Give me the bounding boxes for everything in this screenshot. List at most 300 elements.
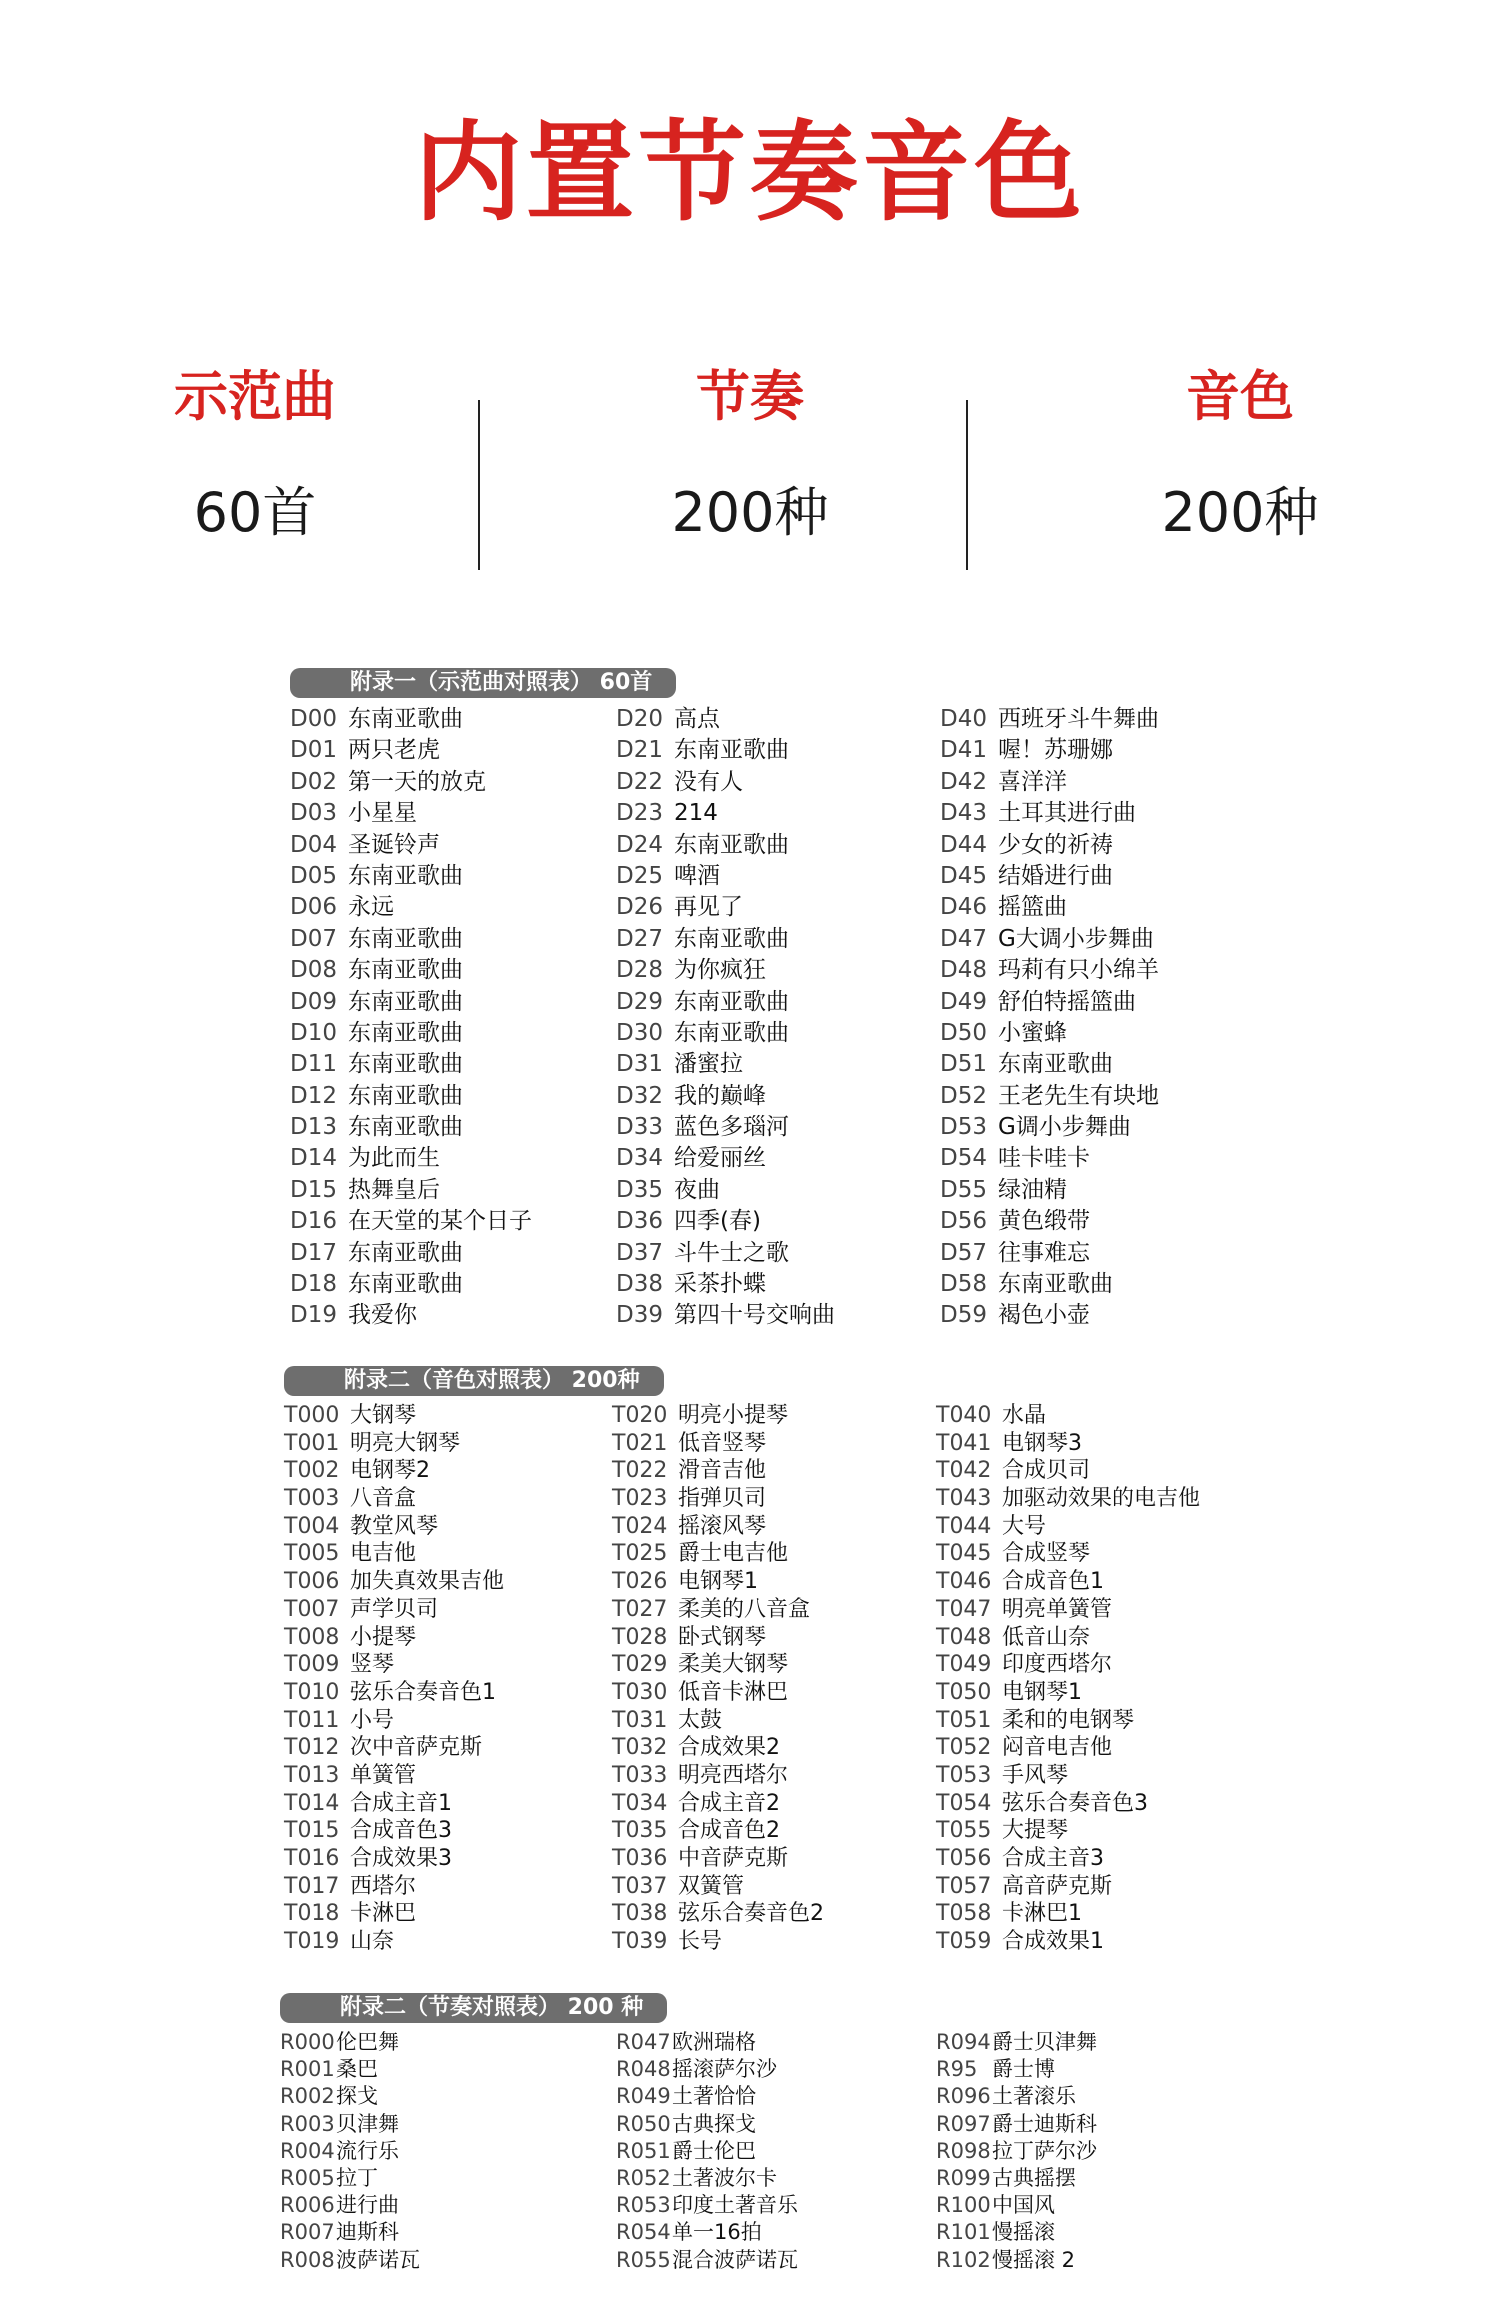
item-name: 加驱动效果的电吉他 [1002, 1486, 1201, 1512]
item-code: R054 [616, 2220, 671, 2245]
list-item [616, 2219, 798, 2246]
item-code: T004 [284, 1513, 340, 1539]
item-code: D51 [940, 1051, 987, 1078]
item-name: 低音卡淋巴 [678, 1679, 789, 1705]
item-code: D28 [616, 957, 663, 984]
item-name: 四季(春) [674, 1208, 761, 1235]
item-name: 第一天的放克 [348, 768, 486, 795]
list-item [284, 1900, 504, 1928]
item-name: 慢摇滚 [992, 2220, 1055, 2245]
item-name: 东南亚歌曲 [674, 737, 789, 764]
item-name: 教堂风琴 [350, 1513, 439, 1539]
item-code: T059 [936, 1929, 992, 1955]
item-code: T043 [936, 1486, 992, 1512]
list-item [612, 1790, 824, 1818]
list-item [290, 955, 532, 986]
list-item [612, 1513, 824, 1541]
list-item [936, 1790, 1200, 1818]
list-item [936, 1873, 1200, 1901]
item-name: 合成主音2 [678, 1790, 780, 1816]
item-code: R050 [616, 2111, 671, 2136]
item-code: D10 [290, 1019, 337, 1046]
list-item [284, 1734, 504, 1762]
item-code: R005 [280, 2165, 335, 2190]
item-code: T014 [284, 1790, 340, 1816]
item-code: T010 [284, 1679, 340, 1705]
item-name: 爵士伦巴 [672, 2138, 756, 2163]
item-code: R094 [936, 2030, 991, 2054]
list-item [936, 2029, 1097, 2056]
item-code: D11 [290, 1051, 337, 1078]
item-code: T047 [936, 1596, 992, 1622]
item-code: R007 [280, 2220, 335, 2245]
item-code: D46 [940, 894, 987, 921]
item-code: D27 [616, 925, 663, 952]
list-item [616, 955, 835, 986]
item-code: D26 [616, 894, 663, 921]
item-name: 给爱丽丝 [674, 1145, 766, 1172]
item-name: 小号 [350, 1707, 395, 1733]
item-name: 古典探戈 [672, 2111, 756, 2136]
item-name: 为你疯狂 [674, 957, 766, 984]
list-item [940, 1049, 1159, 1080]
item-code: D04 [290, 831, 337, 858]
list-item [290, 892, 532, 923]
item-name: 两只老虎 [348, 737, 440, 764]
item-code: T017 [284, 1873, 340, 1899]
item-code: T031 [612, 1707, 668, 1733]
item-name: 东南亚歌曲 [348, 1239, 463, 1266]
item-name: 结婚进行曲 [998, 862, 1113, 889]
list-column [284, 1402, 504, 1956]
list-item [290, 830, 532, 861]
item-name: 在天堂的某个日子 [348, 1208, 532, 1235]
item-name: 喜洋洋 [998, 768, 1067, 795]
item-code: D17 [290, 1239, 337, 1266]
item-code: D58 [940, 1271, 987, 1298]
list-item [940, 1238, 1159, 1269]
list-item [936, 1568, 1200, 1596]
item-name: 加失真效果吉他 [350, 1569, 505, 1595]
list-item [290, 1018, 532, 1049]
list-item [612, 1817, 824, 1845]
list-item [612, 1900, 824, 1928]
item-code: T039 [612, 1929, 668, 1955]
item-code: R000 [280, 2030, 335, 2054]
item-name: 西塔尔 [350, 1873, 417, 1899]
rhythms-table [280, 1993, 1097, 2272]
item-code: D06 [290, 894, 337, 921]
item-name: 褐色小壶 [998, 1302, 1090, 1329]
list-item [290, 1206, 532, 1237]
item-name: 热舞皇后 [348, 1176, 440, 1203]
item-name: 东南亚歌曲 [674, 831, 789, 858]
item-code: T030 [612, 1679, 668, 1705]
item-name: 合成主音3 [1002, 1846, 1104, 1871]
list-item [284, 1485, 504, 1513]
list-item [616, 735, 835, 766]
list-item [284, 1568, 504, 1596]
item-name: 蓝色多瑙河 [674, 1114, 789, 1141]
item-code: T008 [284, 1624, 340, 1650]
item-code: D22 [616, 768, 663, 795]
item-code: T025 [612, 1541, 668, 1567]
item-code: T011 [284, 1707, 340, 1733]
item-name: 指弹贝司 [678, 1486, 767, 1512]
list-item [284, 1513, 504, 1541]
stat-label: 节奏 [696, 365, 804, 428]
item-code: R001 [280, 2057, 335, 2082]
item-name: G调小步舞曲 [998, 1114, 1131, 1141]
item-code: R003 [280, 2111, 335, 2136]
list-item [940, 1018, 1159, 1049]
list-item [936, 1679, 1200, 1707]
item-name: 双簧管 [678, 1873, 745, 1899]
item-name: 拉丁萨尔沙 [992, 2138, 1097, 2163]
list-item [612, 1873, 824, 1901]
list-item [616, 1238, 835, 1269]
item-name: 单簧管 [350, 1762, 417, 1788]
item-name: 东南亚歌曲 [348, 862, 463, 889]
item-name: 波萨诺瓦 [336, 2247, 420, 2272]
list-item [290, 735, 532, 766]
list-item [940, 861, 1159, 892]
item-code: T026 [612, 1569, 668, 1595]
item-name: 电钢琴3 [1002, 1430, 1082, 1456]
list-item [284, 1679, 504, 1707]
item-code: R055 [616, 2247, 671, 2272]
item-name: 我的巅峰 [674, 1082, 766, 1109]
tones-table [284, 1366, 1201, 1955]
item-code: T035 [612, 1818, 668, 1844]
item-name: 明亮单簧管 [1002, 1596, 1113, 1622]
item-name: 合成效果3 [350, 1846, 452, 1871]
item-code: R051 [616, 2138, 671, 2163]
item-name: 明亮小提琴 [678, 1403, 789, 1428]
item-name: 贝津舞 [336, 2111, 399, 2136]
list-item [290, 1143, 532, 1174]
item-code: T040 [936, 1403, 992, 1428]
list-item [936, 1817, 1200, 1845]
item-code: D32 [616, 1082, 663, 1109]
list-column [616, 704, 835, 1332]
item-code: D21 [616, 737, 663, 764]
list-item [940, 1175, 1159, 1206]
item-code: T034 [612, 1790, 668, 1816]
item-name: 舒伯特摇篮曲 [998, 988, 1136, 1015]
item-code: D45 [940, 862, 987, 889]
item-code: T029 [612, 1652, 668, 1678]
list-item [612, 1679, 824, 1707]
list-item [616, 2165, 798, 2192]
list-item [936, 1900, 1200, 1928]
list-item [936, 1762, 1200, 1790]
item-code: D02 [290, 768, 337, 795]
item-name: 圣诞铃声 [348, 831, 440, 858]
list-item [280, 2138, 420, 2165]
item-code: R096 [936, 2084, 991, 2109]
item-name: 合成效果1 [1002, 1929, 1104, 1955]
item-code: D33 [616, 1114, 663, 1141]
item-name: 黄色缎带 [998, 1208, 1090, 1235]
list-item [936, 1540, 1200, 1568]
list-item [290, 1112, 532, 1143]
item-code: D47 [940, 925, 987, 952]
list-item [940, 704, 1159, 735]
list-item [612, 1402, 824, 1430]
list-item [940, 767, 1159, 798]
list-item [616, 798, 835, 829]
item-code: R053 [616, 2193, 671, 2218]
item-code: T019 [284, 1929, 340, 1955]
stat-tones [1000, 365, 1480, 544]
item-name: 中音萨克斯 [678, 1846, 789, 1871]
item-code: D31 [616, 1051, 663, 1078]
item-name: 印度西塔尔 [1002, 1652, 1113, 1678]
item-code: D23 [616, 800, 663, 827]
list-item [936, 1596, 1200, 1624]
item-name: 东南亚歌曲 [674, 1019, 789, 1046]
item-name: 爵士迪斯科 [992, 2111, 1097, 2136]
item-code: D29 [616, 988, 663, 1015]
item-code: R008 [280, 2247, 335, 2272]
item-code: D53 [940, 1114, 987, 1141]
list-item [616, 1081, 835, 1112]
item-code: D49 [940, 988, 987, 1015]
item-code: D25 [616, 862, 663, 889]
list-item [936, 1651, 1200, 1679]
item-name: 闷音电吉他 [1002, 1735, 1113, 1761]
item-name: 合成效果2 [678, 1735, 780, 1761]
list-item [936, 2083, 1097, 2110]
item-code: T023 [612, 1486, 668, 1512]
list-item [616, 2111, 798, 2138]
list-item [616, 924, 835, 955]
list-item [940, 1300, 1159, 1331]
item-code: D43 [940, 800, 987, 827]
list-item [936, 2111, 1097, 2138]
item-code: T015 [284, 1818, 340, 1844]
item-name: 小提琴 [350, 1624, 417, 1650]
item-name: 电钢琴2 [350, 1458, 430, 1484]
item-code: T057 [936, 1873, 992, 1899]
item-name: 卡淋巴 [350, 1901, 417, 1927]
item-code: D15 [290, 1176, 337, 1203]
list-item [936, 1928, 1200, 1956]
item-name: 竖琴 [350, 1652, 395, 1678]
list-item [612, 1457, 824, 1485]
list-item [936, 1707, 1200, 1735]
divider [966, 400, 968, 570]
item-code: D37 [616, 1239, 663, 1266]
item-name: 低音山奈 [1002, 1624, 1091, 1650]
list-item [616, 1300, 835, 1331]
item-code: R004 [280, 2138, 335, 2163]
item-code: R002 [280, 2084, 335, 2109]
list-item [284, 1817, 504, 1845]
item-name: 八音盒 [350, 1486, 417, 1512]
list-item [612, 1568, 824, 1596]
item-name: 摇滚风琴 [678, 1513, 767, 1539]
item-name: 永远 [348, 894, 394, 921]
item-code: D30 [616, 1019, 663, 1046]
stat-label: 示范曲 [174, 365, 336, 428]
list-item [616, 830, 835, 861]
item-name: 214 [674, 800, 718, 827]
item-code: R101 [936, 2220, 991, 2245]
item-code: T012 [284, 1735, 340, 1761]
list-item [612, 1624, 824, 1652]
item-code: T036 [612, 1846, 668, 1871]
item-name: 柔美的八音盒 [678, 1596, 811, 1622]
item-code: T020 [612, 1403, 668, 1428]
item-name: 流行乐 [336, 2138, 399, 2163]
list-item [616, 1143, 835, 1174]
item-code: T006 [284, 1569, 340, 1595]
item-code: T058 [936, 1901, 992, 1927]
item-code: T050 [936, 1679, 992, 1705]
list-item [280, 2083, 420, 2110]
item-name: 桑巴 [336, 2057, 378, 2082]
item-code: R006 [280, 2193, 335, 2218]
section-header: 附录一（示范曲对照表） 60首 [290, 668, 676, 698]
item-code: D48 [940, 957, 987, 984]
list-column [612, 1402, 824, 1956]
item-code: D03 [290, 800, 337, 827]
item-code: T052 [936, 1735, 992, 1761]
list-item [284, 1540, 504, 1568]
list-item [612, 1596, 824, 1624]
item-name: 往事难忘 [998, 1239, 1090, 1266]
item-code: D40 [940, 706, 987, 732]
item-name: 山奈 [350, 1929, 395, 1955]
list-item [290, 1238, 532, 1269]
item-code: T016 [284, 1846, 340, 1871]
item-code: D56 [940, 1208, 987, 1235]
item-code: R098 [936, 2138, 991, 2163]
item-name: 伦巴舞 [336, 2030, 399, 2054]
item-name: 土耳其进行曲 [998, 800, 1136, 827]
item-code: D19 [290, 1302, 337, 1329]
item-name: 合成音色1 [1002, 1569, 1104, 1595]
item-code: D14 [290, 1145, 337, 1172]
item-name: 电钢琴1 [1002, 1679, 1082, 1705]
list-item [280, 2111, 420, 2138]
list-item [612, 1651, 824, 1679]
list-item [612, 1845, 824, 1873]
list-item [280, 2056, 420, 2083]
list-item [616, 2247, 798, 2274]
item-code: D36 [616, 1208, 663, 1235]
item-name: 高点 [674, 706, 720, 732]
item-name: 进行曲 [336, 2193, 399, 2218]
list-item [936, 2138, 1097, 2165]
item-code: D59 [940, 1302, 987, 1329]
stat-value: 200种 [671, 481, 829, 544]
item-code: D44 [940, 831, 987, 858]
list-item [616, 2056, 798, 2083]
list-item [290, 1049, 532, 1080]
item-name: 东南亚歌曲 [348, 1114, 463, 1141]
list-item [290, 861, 532, 892]
list-item [616, 2192, 798, 2219]
divider [478, 400, 480, 570]
item-name: 探戈 [336, 2084, 378, 2109]
list-item [936, 1430, 1200, 1458]
item-code: T000 [284, 1403, 340, 1428]
item-name: 合成音色3 [350, 1818, 452, 1844]
list-item [616, 767, 835, 798]
item-code: T051 [936, 1707, 992, 1733]
list-item [280, 2247, 420, 2274]
item-code: R048 [616, 2057, 671, 2082]
item-name: 滑音吉他 [678, 1458, 767, 1484]
item-code: T055 [936, 1818, 992, 1844]
item-name: 摇滚萨尔沙 [672, 2057, 777, 2082]
item-name: 柔和的电钢琴 [1002, 1707, 1135, 1733]
item-code: D00 [290, 706, 337, 732]
item-code: T032 [612, 1735, 668, 1761]
list-item [290, 1081, 532, 1112]
list-item [284, 1651, 504, 1679]
list-item [284, 1624, 504, 1652]
list-item [616, 2083, 798, 2110]
item-name: 电吉他 [350, 1541, 417, 1567]
list-column [940, 704, 1159, 1332]
list-item [936, 1845, 1200, 1873]
item-name: 卡淋巴1 [1002, 1901, 1082, 1927]
list-item [616, 704, 835, 735]
list-item [290, 1269, 532, 1300]
item-code: R95 [936, 2057, 978, 2082]
list-item [616, 1112, 835, 1143]
item-name: 为此而生 [348, 1145, 440, 1172]
list-item [936, 1734, 1200, 1762]
item-code: T005 [284, 1541, 340, 1567]
list-item [280, 2165, 420, 2192]
item-code: T054 [936, 1790, 992, 1816]
item-name: 夜曲 [674, 1176, 720, 1203]
list-item [280, 2192, 420, 2219]
list-item [940, 987, 1159, 1018]
list-item [284, 1430, 504, 1458]
item-name: 混合波萨诺瓦 [672, 2247, 798, 2272]
section-header: 附录二（音色对照表） 200种 [284, 1366, 664, 1396]
list-item [940, 1143, 1159, 1174]
item-name: 摇篮曲 [998, 894, 1067, 921]
item-code: D55 [940, 1176, 987, 1203]
item-name: 第四十号交响曲 [674, 1302, 835, 1329]
list-item [290, 704, 532, 735]
item-name: 手风琴 [1002, 1762, 1069, 1788]
item-name: 再见了 [674, 894, 743, 921]
item-name: 东南亚歌曲 [998, 1051, 1113, 1078]
item-name: 东南亚歌曲 [348, 1271, 463, 1298]
list-item [612, 1762, 824, 1790]
item-name: 拉丁 [336, 2165, 378, 2190]
list-item [616, 861, 835, 892]
page-title: 内置节奏音色 [413, 111, 1086, 236]
item-name: 爵士电吉他 [678, 1541, 789, 1567]
list-item [284, 1845, 504, 1873]
item-name: 少女的祈祷 [998, 831, 1113, 858]
item-name: 斗牛士之歌 [674, 1239, 789, 1266]
item-code: D42 [940, 768, 987, 795]
item-code: D16 [290, 1208, 337, 1235]
list-item [936, 1457, 1200, 1485]
item-name: 喔！苏珊娜 [998, 737, 1113, 764]
item-code: D35 [616, 1176, 663, 1203]
